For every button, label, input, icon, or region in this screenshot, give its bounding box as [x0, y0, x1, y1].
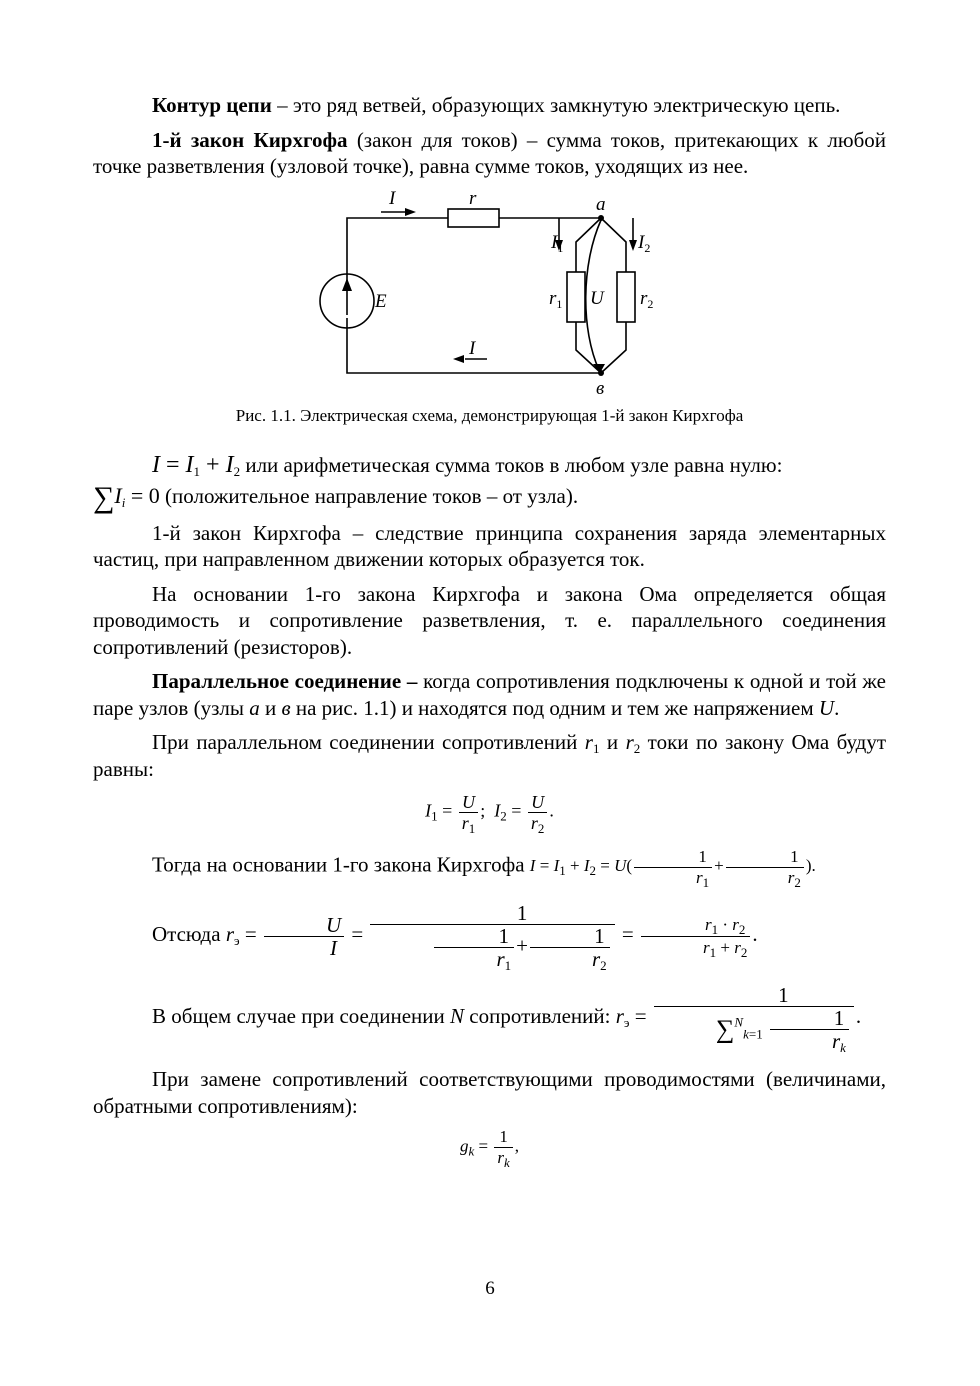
- wire-r2-bottom: [601, 322, 626, 373]
- label-i2: $I_2$: [638, 231, 651, 255]
- source-arrowhead: [342, 278, 352, 291]
- node-a: [598, 215, 604, 221]
- label-u: U: [590, 287, 604, 309]
- paragraph-total-current: Тогда на основании 1-го закона Кирхгофа $I = I_1 + I_2 = U$( $\frac{1}{r_1}$ + $\frac{1}{r_2}$ ).: [152, 847, 816, 890]
- paragraph-equivalent: Отсюда $r_э$ = $\frac{U}{I}$ = 1 $\frac{1}{r_1}$ + $\frac{1}{r_2}$ = $\frac{r_1 \cdot r_2}{r_1 + r_2}$ .: [152, 901, 758, 973]
- wire-r2-top: [601, 218, 626, 272]
- label-r: r: [469, 189, 477, 209]
- resistor-r: [448, 209, 499, 227]
- figure-caption: Рис. 1.1. Электрическая схема, демонстрирующая 1-й закон Кирхгофа: [235, 405, 744, 425]
- paragraph-kirchhoff-law: 1-й закон Кирхгофа (закон для токов) – сумма токов, притекающих к любой точке разветвления (узловой точке), равна сумме токов, уходящих из нее.: [93, 127, 886, 178]
- paragraph-charge-conservation: 1-й закон Кирхгофа – следствие принципа сохранения заряда элементарных частиц, при направленном движении которых образуется ток.: [93, 520, 886, 571]
- figure-circuit: [93, 190, 886, 400]
- resistor-r1: [567, 272, 585, 322]
- paragraph-conductances: При замене сопротивлений соответствующими проводимостями (величинами, обратными сопротивлениям):: [93, 1067, 886, 1118]
- circuit-diagram: [93, 190, 886, 400]
- paragraph-general-case: В общем случае при соединении N сопротивлений: $r_э$ = 1 ∑$^N_{k=1}$ $\frac{1}{r_k}$ .: [152, 983, 862, 1055]
- formula-general-equivalent: $r_э$ = 1 ∑$^N_{k=1}$ $\frac{1}{r_k}$ .: [615, 983, 862, 1055]
- formula-i-sum: $I = I_1 + I_2$: [152, 451, 241, 479]
- label-r1: $r_1$: [549, 287, 563, 311]
- label-i-bottom: I: [469, 337, 476, 359]
- formula-conductance: $g_k$ = $\frac{1}{r_k}$ ,: [459, 1127, 520, 1170]
- paragraph-ohm: При параллельном соединении сопротивлений $r_1$ и $r_2$ токи по закону Ома будут равны:: [93, 730, 886, 781]
- paragraph-conductance: На основании 1-го закона Кирхгофа и закона Ома определяется общая проводимость и сопротивление разветвления, т. е. параллельного соединения сопротивлений (резисторов).: [93, 581, 886, 659]
- paragraph-circuit-loop: Контур цепи – это ряд ветвей, образующих замкнутую электрическую цепь.: [152, 93, 841, 117]
- paragraph-current-sum: $I = I_1 + I_2$ или арифметическая сумма токов в любом узле равна нулю:: [152, 451, 783, 479]
- label-node-b: в: [596, 377, 605, 399]
- label-i-top: I: [389, 189, 396, 209]
- current-arrow-i2: [629, 240, 637, 251]
- paragraph-current-sum-cont: $\sum I_i = 0$ (положительное направление токов – от узла).: [93, 480, 579, 514]
- current-arrow-top: [405, 208, 416, 216]
- formula-total-current: $I = I_1 + I_2 = U$( $\frac{1}{r_1}$ + $\frac{1}{r_2}$ ).: [529, 847, 816, 890]
- label-e: E: [375, 290, 387, 312]
- label-i1: $I_1$: [551, 231, 564, 255]
- wire-left-top: [347, 218, 448, 285]
- label-node-a: a: [596, 193, 606, 215]
- resistor-r2: [617, 272, 635, 322]
- label-r2: $r_2$: [640, 287, 654, 311]
- formula-sum-zero: $\sum I_i = 0$: [93, 480, 160, 514]
- paragraph-parallel: Параллельное соединение – когда сопротивления подключены к одной и той же паре узлов (узлы а и в на рис. 1.1) и находятся под одним и тем же напряжением U.: [93, 669, 886, 720]
- page-content: [93, 92, 886, 1168]
- node-b: [598, 370, 604, 376]
- current-arrow-bottom: [453, 355, 464, 363]
- page-number: 6: [485, 1278, 495, 1299]
- formula-equivalent-resistance: $r_э$ = $\frac{U}{I}$ = 1 $\frac{1}{r_1}$ + $\frac{1}{r_2}$ = $\frac{r_1 \cdot r_2}{r_1 + r_2}$ .: [225, 901, 758, 973]
- formula-branch-currents: $I_1$ = $\frac{U}{r_1}$ ; $I_2$ = $\frac{U}{r_2}$ .: [425, 792, 554, 836]
